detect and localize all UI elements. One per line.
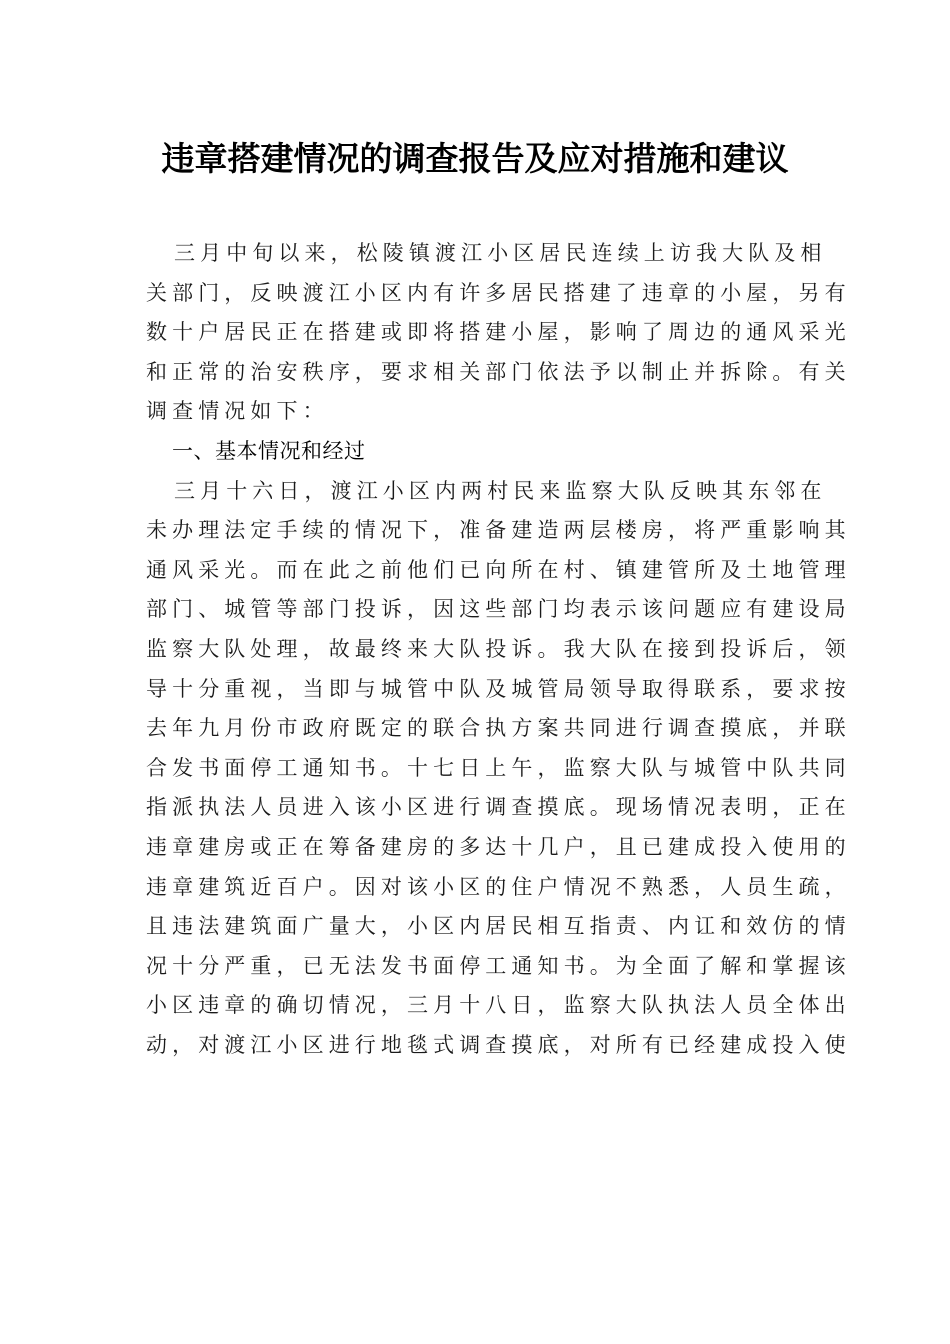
document-title: 违章搭建情况的调查报告及应对措施和建议 [161,139,789,178]
text-line: 违章建筑近百户。因对该小区的住户情况不熟悉，人员生疏， [146,874,851,899]
document-body [146,234,851,1065]
text-line: 且违法建筑面广量大，小区内居民相互指责、内讧和效仿的情 [146,914,851,939]
text-line: 三月十六日，渡江小区内两村民来监察大队反映其东邻在 [174,478,827,503]
text-line: 未办理法定手续的情况下，准备建造两层楼房，将严重影响其 [146,518,851,543]
text-line: 动，对渡江小区进行地毯式调查摸底，对所有已经建成投入使 [146,1032,851,1057]
text-line: 通风采光。而在此之前他们已向所在村、镇建管所及土地管理 [146,557,851,582]
text-line: 违章建房或正在筹备建房的多达十几户，且已建成投入使用的 [146,834,851,859]
text-line: 去年九月份市政府既定的联合执方案共同进行调查摸底，并联 [146,716,851,741]
text-line: 部门、城管等部门投诉，因这些部门均表示该问题应有建设局 [146,597,851,622]
text-line: 和正常的治安秩序，要求相关部门依法予以制止并拆除。有关 [146,359,851,384]
paragraph-background [146,472,851,1066]
text-line: 三月中旬以来，松陵镇渡江小区居民连续上访我大队及相 [174,241,827,265]
text-line: 调查情况如下： [146,399,329,424]
text-line: 导十分重视，当即与城管中队及城管局领导取得联系，要求按 [146,676,851,701]
text-line: 数十户居民正在搭建或即将搭建小屋，影响了周边的通风采光 [146,320,851,345]
paragraph-intro [146,234,851,432]
text-line: 况十分严重，已无法发书面停工通知书。为全面了解和掌握该 [146,953,851,978]
text-line: 监察大队处理，故最终来大队投诉。我大队在接到投诉后，领 [146,636,851,661]
text-line: 合发书面停工通知书。十七日上午，监察大队与城管中队共同 [146,755,851,780]
text-line: 关部门，反映渡江小区内有许多居民搭建了违章的小屋，另有 [146,280,851,305]
section-heading: 一、基本情况和经过 [172,438,366,463]
text-line: 小区违章的确切情况，三月十八日，监察大队执法人员全体出 [146,993,851,1018]
text-line: 指派执法人员进入该小区进行调查摸底。现场情况表明，正在 [146,795,851,820]
